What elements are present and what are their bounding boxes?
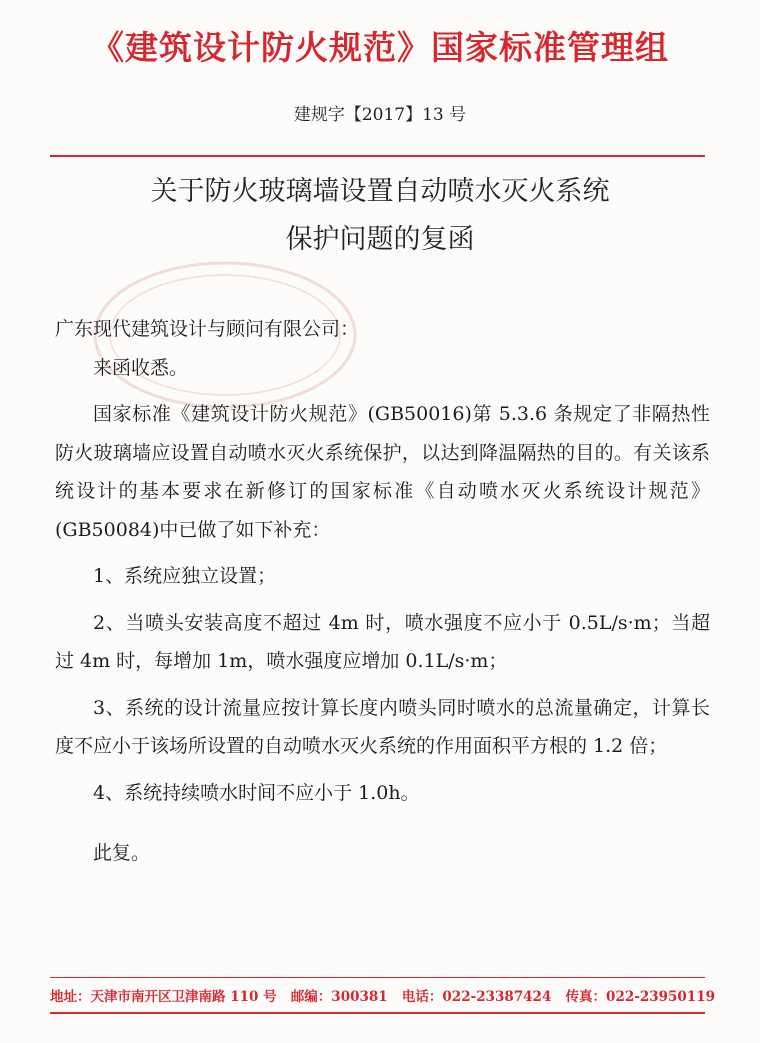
requirement-item-1: 1、系统应独立设置；: [93, 565, 277, 587]
letterhead-title: 《建筑设计防火规范》国家标准管理组: [91, 28, 669, 67]
addressee: 广东现代建筑设计与顾问有限公司：: [55, 318, 360, 340]
footer-divider-bottom: [50, 1012, 705, 1014]
footer-contact: [50, 985, 715, 1005]
footer-phone: 电话：022-23387424: [401, 989, 552, 1005]
requirement-item-2: 2、当喷头安装高度不超过 4m 时，喷水强度不应小于 0.5L/s·m；当超过 4m 时，每增加 1m，喷水强度应增加 0.1L/s·m；: [55, 611, 710, 672]
requirement-item-3: 3、系统的设计流量应按计算长度内喷头同时喷水的总流量确定，计算长度不应小于该场所设置的自动喷水灭火系统的作用面积平方根的 1.2 倍；: [55, 696, 710, 757]
header-divider: [50, 155, 705, 157]
subject-line-1: 关于防火玻璃墙设置自动喷水灭火系统: [150, 176, 610, 207]
footer-postcode: 邮编：300381: [290, 989, 388, 1005]
paragraph-standard: 国家标准《建筑设计防火规范》(GB50016)第 5.3.6 条规定了非隔热性防火玻璃墙应设置自动喷水灭火系统保护，以达到降温隔热的目的。有关该系统设计的基本要求在新修订的国家标准《自动喷水灭火系统设计规范》(GB50084)中已做了如下补充：: [55, 403, 710, 541]
document-number: 建规字【2017】13 号: [293, 105, 467, 125]
subject-line-2: 保护问题的复函: [285, 224, 475, 255]
footer-divider-top: [50, 977, 705, 978]
requirement-item-4: 4、系统持续喷水时间不应小于 1.0h。: [93, 781, 420, 804]
closing-remark: 此复。: [93, 842, 151, 864]
footer-fax: 传真：022-23950119: [565, 989, 715, 1005]
footer-address: 地址：天津市南开区卫津南路 110 号: [50, 989, 277, 1005]
acknowledgement: 来函收悉。: [93, 356, 189, 379]
document-subject: [0, 168, 760, 264]
letter-body: [55, 310, 710, 873]
